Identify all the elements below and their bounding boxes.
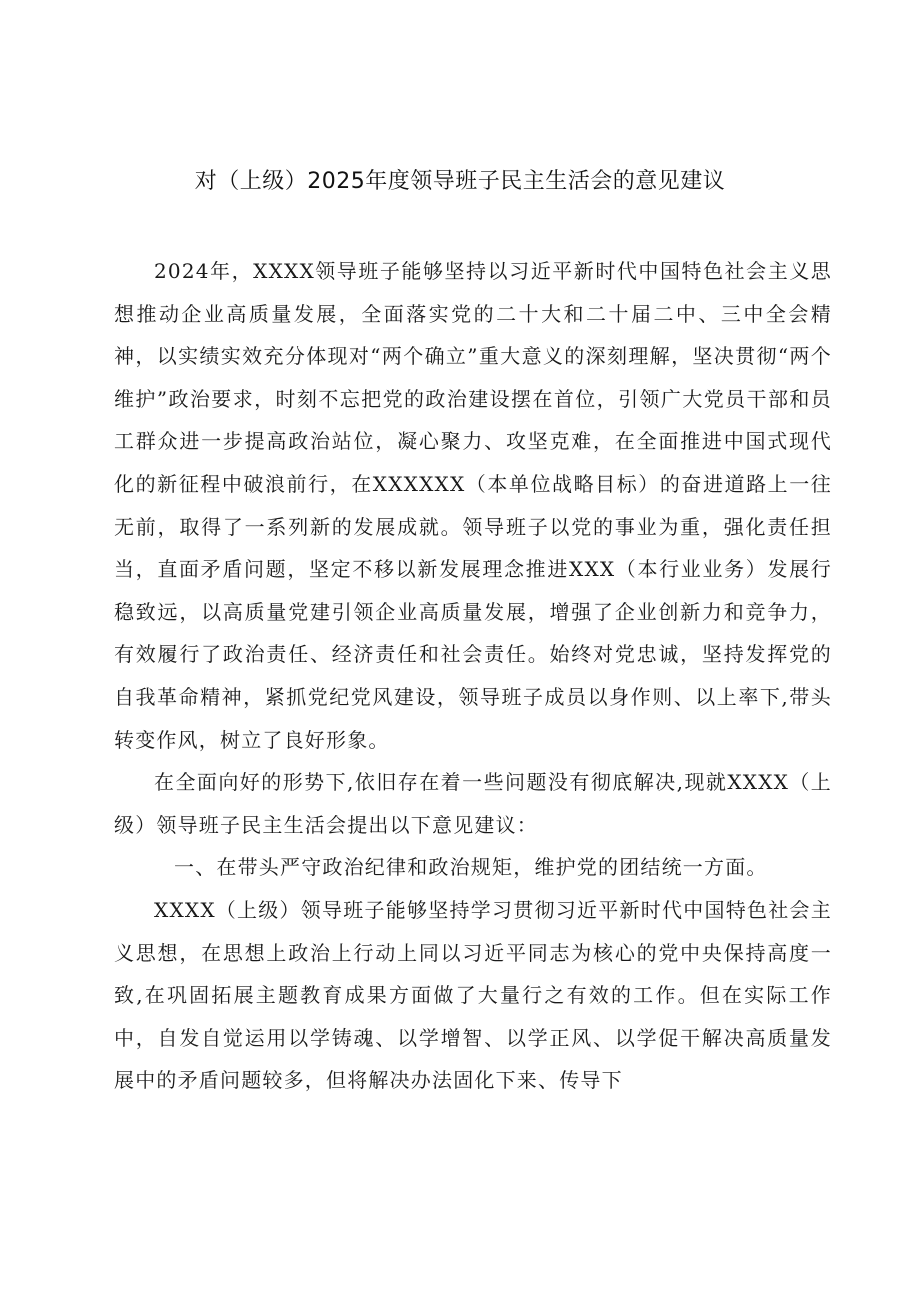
paragraph-intro-suggestions: 在全面向好的形势下,依旧存在着一些问题没有彻底解决,现就XXXX（上级）领导班子民主生活会提出以下意见建议： [114,770,832,837]
section-heading-1: 一、在带头严守政治纪律和政治规矩，维护党的团结统一方面。 [174,855,768,880]
document-body [114,250,832,1102]
paragraph-overview: 2024年，XXXX领导班子能够坚持以习近平新时代中国特色社会主义思想推动企业高质量发展，全面落实党的二十大和二十届二中、三中全会精神，以实绩实效充分体现对“两个确立”重大意义的深刻理解，坚决贯彻“两个维护”政治要求，时刻不忘把党的政治建设摆在首位，引领广大党员干部和员工群众进一步提高政治站位，凝心聚力、攻坚克难，在全面推进中国式现代化的新征程中破浪前行，在XXXXXX（本单位战略目标）的奋进道路上一往无前，取得了一系列新的发展成就。领导班子以党的事业为重，强化责任担当，直面矛盾问题，坚定不移以新发展理念推进XXX（本行业业务）发展行稳致远，以高质量党建引领企业高质量发展，增强了企业创新力和竞争力，有效履行了政治责任、经济责任和社会责任。始终对党忠诚，坚持发挥党的自我革命精神，紧抓党纪党风建设，领导班子成员以身作则、以上率下,带头转变作风，树立了良好形象。 [114,259,832,752]
document-title: 对（上级）2025年度领导班子民主生活会的意见建议 [194,169,726,194]
paragraph-section-1: XXXX（上级）领导班子能够坚持学习贯彻习近平新时代中国特色社会主义思想，在思想上政治上行动上同以习近平同志为核心的党中央保持高度一致,在巩固拓展主题教育成果方面做了大量行之有效的工作。但在实际工作中，自发自觉运用以学铸魂、以学增智、以学正风、以学促干解决高质量发展中的矛盾问题较多，但将解决办法固化下来、传导下 [114,897,832,1093]
